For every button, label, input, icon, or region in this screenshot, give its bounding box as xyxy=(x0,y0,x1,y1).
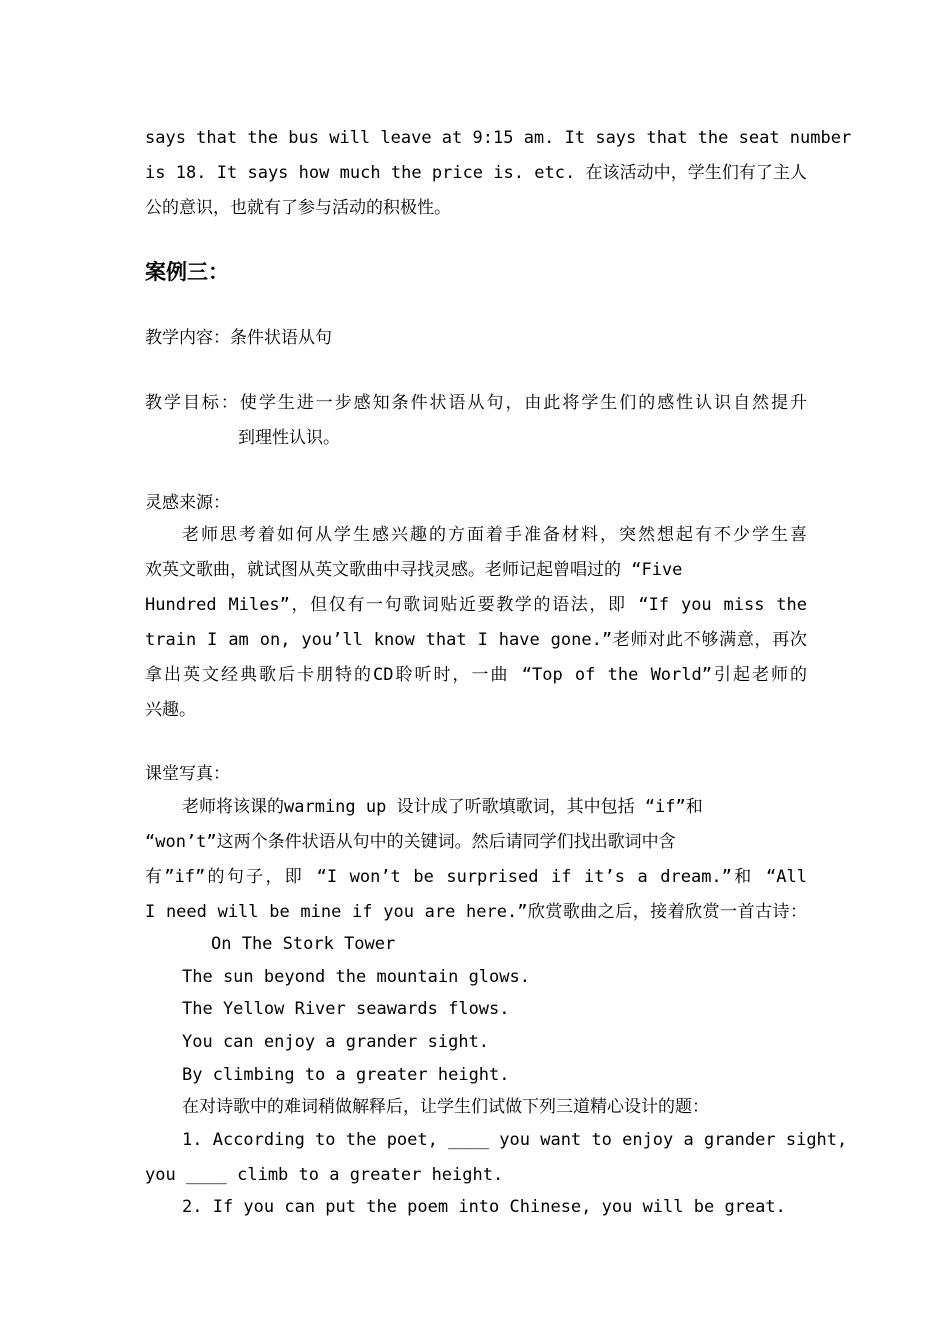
inspiration-line-2: 欢英文歌曲，就试图从英文歌曲中寻找灵感。老师记起曾唱过的 “Five xyxy=(145,560,683,580)
inspiration-line-3: Hundred Miles”，但仅有一句歌词贴近要教学的语法，即 “If you miss the xyxy=(145,595,807,615)
classroom-line-2: “won’t”这两个条件状语从句中的关键词。然后请同学们找出歌词中含 xyxy=(145,832,676,852)
inspiration-line-4: train I am on, you’ll know that I have gone.”老师对此不够满意，再次 xyxy=(145,630,807,650)
inspiration-line-6: 兴趣。 xyxy=(145,700,196,720)
exercise-line-1: 1. According to the poet, ____ you want to enjoy a grander sight, xyxy=(182,1130,848,1150)
poem-title: On The Stork Tower xyxy=(211,934,396,954)
classroom-label: 课堂写真： xyxy=(145,764,230,784)
inspiration-line-5: 拿出英文经典歌后卡朋特的CD聆听时，一曲 “Top of the World”引起老师的 xyxy=(145,665,807,685)
intro-line-2: is 18. It says how much the price is. etc. 在该活动中，学生们有了主人 xyxy=(145,163,807,183)
intro-line-1: says that the bus will leave at 9:15 am. It says that the seat number xyxy=(145,128,852,148)
case-heading: 案例三： xyxy=(145,260,229,284)
teaching-objective-line-2: 到理性认识。 xyxy=(238,428,340,448)
poem-line-1: The sun beyond the mountain glows. xyxy=(182,967,530,987)
teaching-objective-line-1: 教学目标：使学生进一步感知条件状语从句，由此将学生们的感性认识自然提升 xyxy=(145,393,807,413)
inspiration-line-1: 老师思考着如何从学生感兴趣的方面着手准备材料，突然想起有不少学生喜 xyxy=(182,525,807,545)
intro-line-3: 公的意识，也就有了参与活动的积极性。 xyxy=(145,198,451,218)
classroom-line-4: I need will be mine if you are here.”欣赏歌曲之后，接着欣赏一首古诗： xyxy=(145,902,807,922)
poem-line-2: The Yellow River seawards flows. xyxy=(182,999,510,1019)
classroom-line-3: 有”if”的句子，即 “I won’t be surprised if it’s a dream.”和 “All xyxy=(145,867,807,887)
exercise-line-3: 2. If you can put the poem into Chinese, you will be great. xyxy=(182,1197,786,1217)
poem-line-3: You can enjoy a grander sight. xyxy=(182,1032,490,1052)
exercise-line-2: you ____ climb to a greater height. xyxy=(145,1165,504,1185)
classroom-line-1: 老师将该课的warming up 设计成了听歌填歌词，其中包括 “if”和 xyxy=(182,797,703,817)
teaching-content: 教学内容：条件状语从句 xyxy=(145,328,332,348)
exercise-intro: 在对诗歌中的难词稍做解释后，让学生们试做下列三道精心设计的题： xyxy=(182,1097,709,1117)
poem-line-4: By climbing to a greater height. xyxy=(182,1065,510,1085)
inspiration-label: 灵感来源： xyxy=(145,493,230,513)
